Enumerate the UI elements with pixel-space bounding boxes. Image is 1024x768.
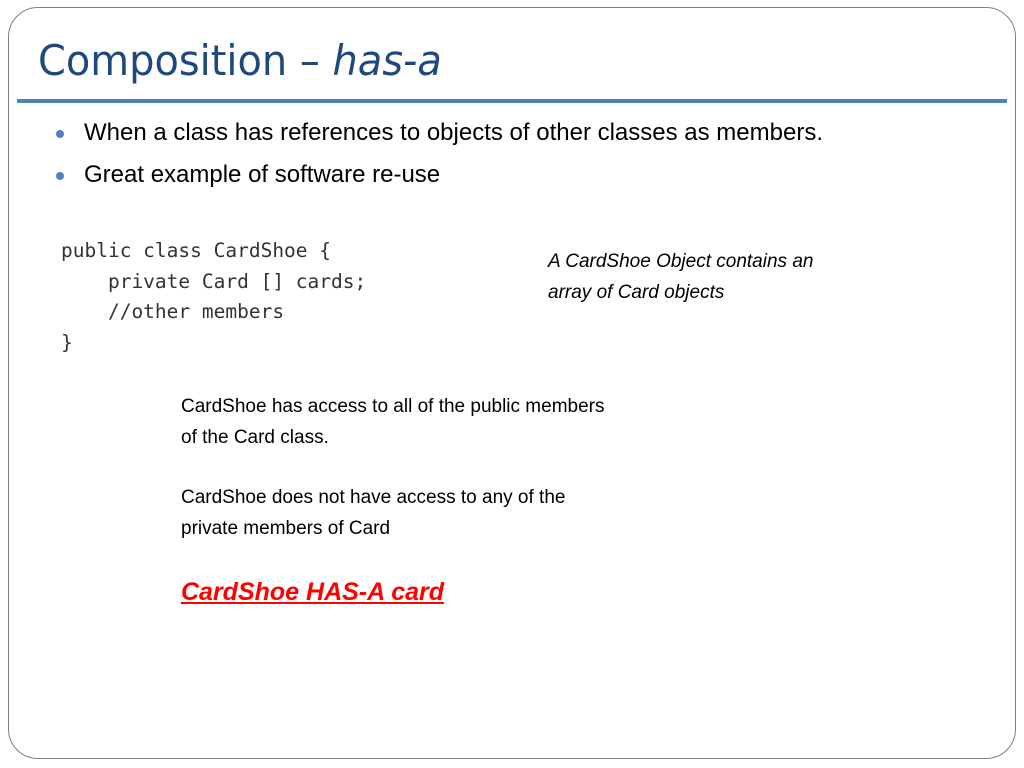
- title-main: Composition –: [38, 36, 333, 85]
- note-line: array of Card objects: [548, 282, 725, 303]
- access-paragraph-private: [181, 482, 721, 544]
- title-underline-rule: [17, 99, 1007, 103]
- access-paragraph-public: [181, 391, 721, 453]
- code-line: //other members: [61, 300, 285, 323]
- bullet-dot-icon: [56, 130, 64, 138]
- code-line: public class CardShoe {: [61, 239, 332, 262]
- slide-title: [38, 36, 442, 86]
- note-line: A CardShoe Object contains an: [548, 251, 814, 272]
- title-italic: has-a: [332, 36, 442, 85]
- bullet-dot-icon: [56, 172, 64, 180]
- bullet-text: Great example of software re-use: [84, 161, 441, 188]
- paragraph-line: private members of Card: [181, 518, 391, 539]
- paragraph-line: CardShoe has access to all of the public members: [181, 396, 605, 417]
- bullet-text: When a class has references to objects of other classes as members.: [84, 119, 823, 146]
- code-line: private Card [] cards;: [61, 269, 367, 293]
- paragraph-line: of the Card class.: [181, 427, 329, 448]
- code-line: }: [61, 330, 73, 354]
- has-a-emphasis: CardShoe HAS-A card: [181, 578, 445, 606]
- paragraph-line: CardShoe does not have access to any of the: [181, 487, 566, 508]
- code-annotation-note: [548, 246, 878, 308]
- code-snippet: [61, 236, 366, 358]
